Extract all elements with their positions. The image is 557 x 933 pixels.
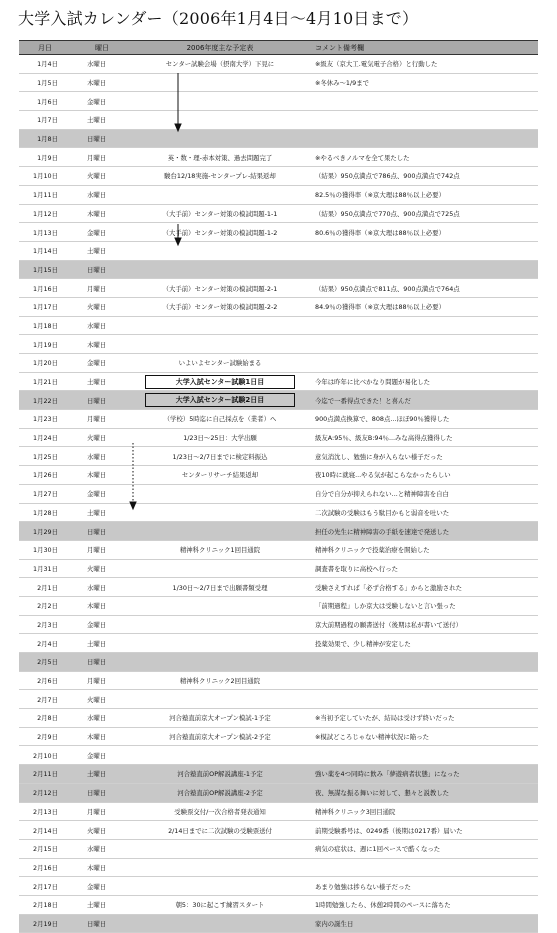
cell-plan: 精神科クリニック1回目通院: [133, 540, 307, 559]
cell-plan: [133, 241, 307, 260]
cell-plan: いよいよセンター試験始まる: [133, 354, 307, 373]
cell-plan: 駿台12/18実施-センタープレ-結果返却: [133, 167, 307, 186]
table-row: [19, 634, 538, 653]
cell-weekday: 木曜日: [71, 727, 133, 746]
cell-plan: （大手前）センター対策の模試問題-2-1: [133, 279, 307, 298]
cell-date: 1月6日: [19, 92, 71, 111]
cell-date: 2月7日: [19, 690, 71, 709]
cell-date: 2月11日: [19, 765, 71, 784]
cell-plan: （大手前）センター対策の模試問題-1-2: [133, 223, 307, 242]
cell-weekday: 日曜日: [71, 522, 133, 541]
cell-weekday: 木曜日: [71, 335, 133, 354]
cell-date: 2月14日: [19, 821, 71, 840]
cell-note: 今迄で一番得点できた！と喜んだ: [307, 391, 538, 410]
cell-plan: 1/23日～25日：大学出願: [133, 428, 307, 447]
cell-date: 1月11日: [19, 185, 71, 204]
cell-note: 自分で自分が抑えられない...と精神障害を自白: [307, 484, 538, 503]
table-row: [19, 671, 538, 690]
table-row: [19, 540, 538, 559]
cell-date: 1月8日: [19, 129, 71, 148]
cell-plan: （学校）5時迄に自己採点を（業者）へ: [133, 410, 307, 429]
cell-weekday: 月曜日: [71, 410, 133, 429]
calendar-body: [19, 55, 538, 933]
cell-date: 1月31日: [19, 559, 71, 578]
cell-plan: [133, 316, 307, 335]
cell-note: 900点満点換算で、808点...ほぼ90％獲得した: [307, 410, 538, 429]
exam-day-label: 大学入試センター試験2日目: [145, 393, 295, 407]
cell-note: ※模試どころじゃない精神状況に陥った: [307, 727, 538, 746]
cell-weekday: 土曜日: [71, 765, 133, 784]
table-row: [19, 297, 538, 316]
cell-note: ※級友（京大工.電気電子合格）と行動した: [307, 55, 538, 74]
cell-weekday: 日曜日: [71, 391, 133, 410]
cell-weekday: 金曜日: [71, 746, 133, 765]
cell-note: [307, 671, 538, 690]
cell-note: 意気消沈し、勉強に身が入らない様子だった: [307, 447, 538, 466]
cell-weekday: 月曜日: [71, 279, 133, 298]
table-row: [19, 223, 538, 242]
cell-plan: [133, 615, 307, 634]
table-row: [19, 895, 538, 914]
cell-note: 夜、無謀な振る舞いに対して、懇々と説教した: [307, 783, 538, 802]
table-row: [19, 653, 538, 672]
cell-date: 1月5日: [19, 73, 71, 92]
cell-date: 1月4日: [19, 55, 71, 74]
table-row: [19, 690, 538, 709]
cell-note: 受験さえすれば「必ず合格する」からと激励された: [307, 578, 538, 597]
cell-date: 1月12日: [19, 204, 71, 223]
table-row: [19, 354, 538, 373]
cell-weekday: 月曜日: [71, 148, 133, 167]
table-row: [19, 55, 538, 74]
cell-weekday: 日曜日: [71, 653, 133, 672]
cell-note: 1時間勉強したら、休憩2時間のペースに落ちた: [307, 895, 538, 914]
header-note: コメント備考欄: [307, 41, 538, 55]
cell-plan: [133, 858, 307, 877]
cell-weekday: 水曜日: [71, 316, 133, 335]
cell-plan: [133, 92, 307, 111]
table-row: [19, 129, 538, 148]
cell-date: 2月8日: [19, 709, 71, 728]
cell-note: 二次試験の受験はもう駄目かもと弱音を吐いた: [307, 503, 538, 522]
cell-date: 1月28日: [19, 503, 71, 522]
cell-weekday: 金曜日: [71, 92, 133, 111]
cell-note: [307, 92, 538, 111]
cell-weekday: 木曜日: [71, 596, 133, 615]
cell-weekday: 土曜日: [71, 503, 133, 522]
cell-note: 84.9％の獲得率（※京大理は88％以上必要）: [307, 297, 538, 316]
table-row: [19, 615, 538, 634]
cell-date: 1月26日: [19, 466, 71, 485]
cell-note: [307, 354, 538, 373]
table-row: [19, 466, 538, 485]
table-row: [19, 148, 538, 167]
cell-plan: 河合塾直前OP解説講座-1予定: [133, 765, 307, 784]
table-row: [19, 559, 538, 578]
cell-plan: [133, 596, 307, 615]
cell-weekday: 土曜日: [71, 111, 133, 130]
cell-weekday: 火曜日: [71, 821, 133, 840]
table-row: [19, 372, 538, 391]
cell-date: 2月2日: [19, 596, 71, 615]
cell-date: 2月15日: [19, 839, 71, 858]
table-row: [19, 260, 538, 279]
cell-date: 1月20日: [19, 354, 71, 373]
table-row: [19, 877, 538, 896]
cell-plan: [133, 260, 307, 279]
cell-date: 2月10日: [19, 746, 71, 765]
table-row: [19, 410, 538, 429]
table-row: [19, 783, 538, 802]
table-row: [19, 746, 538, 765]
cell-date: 1月16日: [19, 279, 71, 298]
cell-date: 1月13日: [19, 223, 71, 242]
cell-weekday: 火曜日: [71, 297, 133, 316]
cell-plan: [133, 335, 307, 354]
cell-note: 病気の症状は、週に1回ペースで酷くなった: [307, 839, 538, 858]
cell-plan: [133, 129, 307, 148]
cell-note: 82.5％の獲得率（※京大理は88％以上必要）: [307, 185, 538, 204]
cell-date: 1月29日: [19, 522, 71, 541]
cell-date: 2月6日: [19, 671, 71, 690]
cell-weekday: 火曜日: [71, 559, 133, 578]
cell-note: [307, 241, 538, 260]
table-row: [19, 914, 538, 933]
cell-date: 2月18日: [19, 895, 71, 914]
cell-note: [307, 316, 538, 335]
cell-weekday: 金曜日: [71, 354, 133, 373]
cell-note: 「前期過程」しか京大は受験しないと言い張った: [307, 596, 538, 615]
cell-date: 1月23日: [19, 410, 71, 429]
cell-note: 投薬効果で、少し精神が安定した: [307, 634, 538, 653]
cell-date: 1月7日: [19, 111, 71, 130]
cell-plan: [133, 111, 307, 130]
cell-date: 2月1日: [19, 578, 71, 597]
cell-weekday: 土曜日: [71, 634, 133, 653]
cell-date: 1月9日: [19, 148, 71, 167]
cell-note: [307, 690, 538, 709]
table-row: [19, 484, 538, 503]
table-row: [19, 167, 538, 186]
cell-weekday: 水曜日: [71, 55, 133, 74]
cell-weekday: 火曜日: [71, 690, 133, 709]
cell-weekday: 木曜日: [71, 466, 133, 485]
cell-note: 夜10時に就寝...やる気が起こらなかったらしい: [307, 466, 538, 485]
table-row: [19, 578, 538, 597]
cell-weekday: 日曜日: [71, 783, 133, 802]
cell-plan: 河合塾直前OP解説講座-2予定: [133, 783, 307, 802]
cell-note: ※冬休み～1/9まで: [307, 73, 538, 92]
page-title: 大学入試カレンダー（2006年1月4日～4月10日まで）: [18, 9, 419, 28]
cell-weekday: 土曜日: [71, 372, 133, 391]
cell-note: [307, 653, 538, 672]
cell-note: 前期受験番号は、0249番（後期は0217番）届いた: [307, 821, 538, 840]
cell-date: 1月14日: [19, 241, 71, 260]
cell-weekday: 月曜日: [71, 802, 133, 821]
cell-note: 80.6％の獲得率（※京大理は88％以上必要）: [307, 223, 538, 242]
table-row: [19, 447, 538, 466]
cell-plan: センター試験会場（摂南大学）下見に: [133, 55, 307, 74]
cell-date: 1月25日: [19, 447, 71, 466]
cell-weekday: 水曜日: [71, 185, 133, 204]
table-row: [19, 204, 538, 223]
cell-date: 1月21日: [19, 372, 71, 391]
cell-plan: 1/30日～2/7日まで出願書類受理: [133, 578, 307, 597]
header-row: [19, 41, 538, 55]
cell-weekday: 月曜日: [71, 540, 133, 559]
cell-note: 級友A:95％、級友B:94％...みな高得点獲得した: [307, 428, 538, 447]
cell-plan: 河合塾直前京大オープン模試-1予定: [133, 709, 307, 728]
cell-date: 1月17日: [19, 297, 71, 316]
table-row: [19, 727, 538, 746]
cell-note: 京大前期過程の願書送付（後期は私が書いて送付）: [307, 615, 538, 634]
cell-date: 1月30日: [19, 540, 71, 559]
cell-weekday: 火曜日: [71, 167, 133, 186]
cell-weekday: 水曜日: [71, 839, 133, 858]
cell-weekday: 月曜日: [71, 671, 133, 690]
table-row: [19, 802, 538, 821]
cell-plan: [133, 877, 307, 896]
table-row: [19, 503, 538, 522]
cell-note: [307, 111, 538, 130]
cell-plan: 受験票交付/一次合格者発表通知: [133, 802, 307, 821]
cell-date: 2月5日: [19, 653, 71, 672]
cell-note: （結果）950点満点で786点、900点満点で742点: [307, 167, 538, 186]
cell-date: 1月22日: [19, 391, 71, 410]
table-row: [19, 316, 538, 335]
table-row: [19, 522, 538, 541]
cell-date: 1月24日: [19, 428, 71, 447]
table-row: [19, 241, 538, 260]
cell-date: 2月4日: [19, 634, 71, 653]
table-row: [19, 185, 538, 204]
cell-weekday: 木曜日: [71, 204, 133, 223]
cell-date: 1月27日: [19, 484, 71, 503]
table-row: [19, 428, 538, 447]
cell-date: 2月16日: [19, 858, 71, 877]
cell-date: 2月9日: [19, 727, 71, 746]
cell-note: 調査書を取りに高校へ行った: [307, 559, 538, 578]
cell-weekday: 日曜日: [71, 129, 133, 148]
cell-plan: （大手前）センター対策の模試問題-1-1: [133, 204, 307, 223]
cell-weekday: 水曜日: [71, 447, 133, 466]
cell-weekday: 金曜日: [71, 484, 133, 503]
cell-date: 2月17日: [19, 877, 71, 896]
cell-plan: 精神科クリニック2回目通院: [133, 671, 307, 690]
cell-note: 精神科クリニックで投薬治療を開始した: [307, 540, 538, 559]
table-row: [19, 111, 538, 130]
cell-date: 1月10日: [19, 167, 71, 186]
table-row: [19, 765, 538, 784]
cell-weekday: 金曜日: [71, 615, 133, 634]
table-row: [19, 279, 538, 298]
cell-weekday: 金曜日: [71, 877, 133, 896]
table-row: [19, 858, 538, 877]
cell-note: 家内の誕生日: [307, 914, 538, 933]
cell-note: ※当初予定していたが、結局は受けず終いだった: [307, 709, 538, 728]
cell-note: あまり勉強は捗らない様子だった: [307, 877, 538, 896]
cell-plan: [133, 839, 307, 858]
cell-plan: 朝5：30に起こす練習スタート: [133, 895, 307, 914]
cell-plan: 1/23日～2/7日までに検定料振込: [133, 447, 307, 466]
cell-weekday: 日曜日: [71, 914, 133, 933]
cell-date: 2月19日: [19, 914, 71, 933]
header-date: 月日: [19, 41, 71, 55]
cell-plan: [133, 634, 307, 653]
cell-note: 今年は昨年に比べかなり問題が易化した: [307, 372, 538, 391]
cell-plan: 河合塾直前京大オープン模試-2予定: [133, 727, 307, 746]
cell-note: [307, 746, 538, 765]
cell-plan: [133, 522, 307, 541]
table-row: [19, 596, 538, 615]
cell-note: （結果）950点満点で770点、900点満点で725点: [307, 204, 538, 223]
table-row: [19, 73, 538, 92]
cell-plan: [133, 746, 307, 765]
cell-note: [307, 335, 538, 354]
cell-weekday: 水曜日: [71, 578, 133, 597]
cell-plan: [133, 690, 307, 709]
table-row: [19, 335, 538, 354]
cell-weekday: 木曜日: [71, 73, 133, 92]
cell-plan: [133, 914, 307, 933]
calendar-table: [19, 40, 538, 933]
cell-plan: [133, 503, 307, 522]
cell-plan: [133, 73, 307, 92]
cell-note: [307, 260, 538, 279]
cell-weekday: 金曜日: [71, 223, 133, 242]
table-row: [19, 391, 538, 410]
cell-weekday: 木曜日: [71, 858, 133, 877]
cell-date: 2月13日: [19, 802, 71, 821]
cell-weekday: 日曜日: [71, 260, 133, 279]
cell-plan: [133, 391, 307, 410]
cell-plan: [133, 484, 307, 503]
cell-plan: [133, 559, 307, 578]
table-row: [19, 709, 538, 728]
cell-note: [307, 858, 538, 877]
cell-note: 担任の先生に精神障害の手紙を速達で発送した: [307, 522, 538, 541]
cell-weekday: 土曜日: [71, 241, 133, 260]
table-row: [19, 821, 538, 840]
cell-date: 1月15日: [19, 260, 71, 279]
table-row: [19, 92, 538, 111]
cell-plan: センターリサーチ結果返却: [133, 466, 307, 485]
cell-date: 2月3日: [19, 615, 71, 634]
table-row: [19, 839, 538, 858]
cell-date: 1月18日: [19, 316, 71, 335]
cell-plan: 2/14日までに二次試験の受験票送付: [133, 821, 307, 840]
cell-plan: （大手前）センター対策の模試問題-2-2: [133, 297, 307, 316]
cell-weekday: 水曜日: [71, 709, 133, 728]
cell-note: [307, 129, 538, 148]
cell-plan: [133, 653, 307, 672]
cell-plan: [133, 185, 307, 204]
cell-note: 精神科クリニック3回目通院: [307, 802, 538, 821]
cell-weekday: 火曜日: [71, 428, 133, 447]
header-weekday: 曜日: [71, 41, 133, 55]
cell-weekday: 土曜日: [71, 895, 133, 914]
cell-note: 強い薬を4つ同時に飲み「夢遊病者状態」になった: [307, 765, 538, 784]
cell-plan: [133, 372, 307, 391]
cell-date: 2月12日: [19, 783, 71, 802]
cell-plan: 英・数・理-赤本対策、過去問題完了: [133, 148, 307, 167]
header-plan: 2006年度主な予定表: [133, 41, 307, 55]
cell-note: ※やるべきノルマを全て果たした: [307, 148, 538, 167]
cell-date: 1月19日: [19, 335, 71, 354]
exam-day-label: 大学入試センター試験1日目: [145, 375, 295, 389]
cell-note: （結果）950点満点で811点、900点満点で764点: [307, 279, 538, 298]
